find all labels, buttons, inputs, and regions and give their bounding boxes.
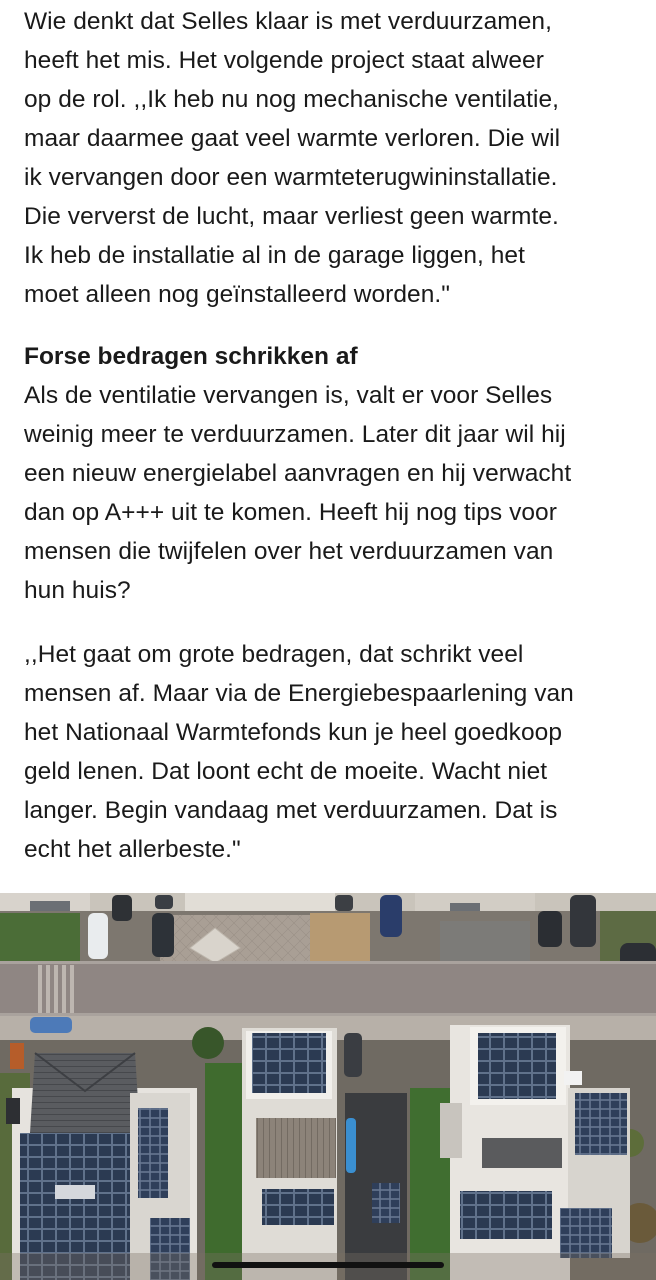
text-line: heeft het mis. Het volgende project staat alweer (24, 47, 544, 74)
street (0, 963, 656, 1015)
text-line: op de rol. ,,Ik heb nu nog mechanische ventilatie, (24, 86, 560, 113)
section-heading: Forse bedragen schrikken af (24, 343, 358, 370)
car (344, 1033, 362, 1077)
aerial-photo-solar-houses[interactable] (0, 893, 656, 1280)
text-line: Wie denkt dat Selles klaar is met verduurzamen, (24, 8, 552, 35)
text-line: Die ververst de lucht, maar verliest geen warmte. (24, 203, 559, 230)
text-line: mensen die twijfelen over het verduurzamen van (24, 538, 554, 565)
paragraph-3 (24, 635, 574, 869)
text-line: mensen af. Maar via de Energiebespaarlening van (24, 680, 574, 707)
text-line: langer. Begin vandaag met verduurzamen. Dat is (24, 797, 558, 824)
text-line: weinig meer te verduurzamen. Later dit jaar wil hij (24, 421, 566, 448)
text-line: een nieuw energielabel aanvragen en hij verwacht (24, 460, 572, 487)
text-line: Als de ventilatie vervangen is, valt er voor Selles (24, 382, 553, 409)
text-line: Ik heb de installatie al in de garage liggen, het (24, 242, 525, 269)
text-line: geld lenen. Dat loont echt de moeite. Wacht niet (24, 758, 548, 785)
car (30, 1017, 72, 1033)
car (538, 911, 562, 947)
paragraph-2 (24, 376, 571, 610)
text-line: ,,Het gaat om grote bedragen, dat schrikt veel (24, 641, 524, 668)
car (380, 895, 402, 937)
text-line: het Nationaal Warmtefonds kun je heel goedkoop (24, 719, 563, 746)
text-line: dan op A+++ uit te komen. Heeft hij nog tips voor (24, 499, 557, 526)
home-indicator-bar[interactable] (212, 1262, 444, 1268)
text-line: maar daarmee gaat veel warmte verloren. Die wil (24, 125, 561, 152)
text-line: echt het allerbeste." (24, 836, 241, 863)
text-line: moet alleen nog geïnstalleerd worden." (24, 281, 451, 308)
paragraph-1 (24, 2, 560, 314)
text-line: ik vervangen door een warmteterugwininstallatie. (24, 164, 558, 191)
car (88, 913, 108, 959)
text-line: hun huis? (24, 577, 131, 604)
car (152, 913, 174, 957)
